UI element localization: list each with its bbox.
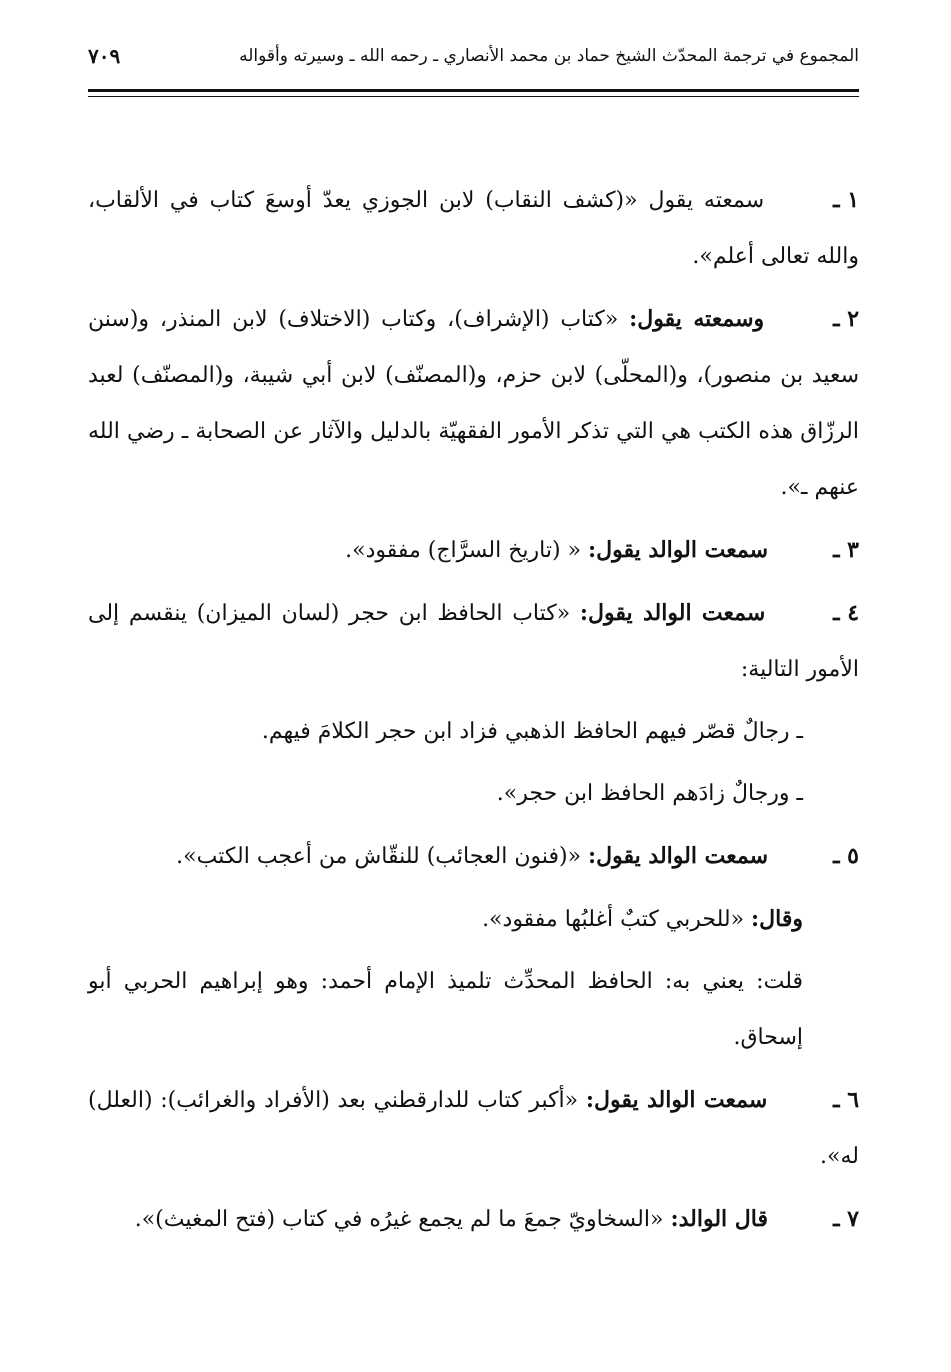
item-2 (88, 291, 859, 516)
item-text: «السخاويّ جمعَ ما لم يجمع غيرُه في كتاب (فتح المغيث)». (134, 1207, 664, 1232)
item-number: ٢ ـ (833, 306, 860, 332)
item-number: ٥ ـ (833, 843, 859, 869)
header-rule-thin (88, 96, 859, 97)
item-text: سمعته يقول «(كشف النقاب) لابن الجوزي يعدّ أوسعَ كتاب في الألقاب، والله تعالى أعلم». (88, 188, 859, 269)
item-text: «(فنون العجائب) للنقّاش من أعجب الكتب». (176, 844, 582, 869)
page-number: ٧٠٩ (88, 44, 121, 68)
page-body (88, 172, 859, 1254)
qala-lead: وقال: (751, 906, 803, 932)
book-title: المجموع في ترجمة المحدّث الشيخ حماد بن محمد الأنصاري ـ رحمه الله ـ وسيرته وأقواله (239, 46, 859, 66)
qala-text: «للحربي كتبٌ أغلبُها مفقود». (482, 907, 745, 932)
item-number: ٧ ـ (833, 1206, 859, 1232)
running-header (88, 36, 859, 76)
item-lead: سمعت الوالد يقول: (588, 537, 768, 563)
item-lead: قال الوالد: (670, 1206, 768, 1232)
item-4 (88, 585, 859, 698)
sub-item-1: ـ رجالٌ قصّر فيهم الحافظ الذهبي فزاد ابن حجر الكلامَ فيهم. (261, 719, 803, 744)
item-text: «كتاب الحافظ ابن حجر (لسان الميزان) ينقسم إلى الأمور التالية: (88, 601, 859, 682)
item-text: «أكبر كتاب للدارقطني بعد (الأفراد والغرائب): (العلل) له». (88, 1088, 859, 1169)
item-1 (88, 172, 859, 285)
item-text: « (تاريخ السرَّاج) مفقود». (345, 538, 582, 563)
item-6 (88, 1072, 859, 1185)
item-text: «كتاب (الإشراف)، وكتاب (الاختلاف) لابن المنذر، و(سنن سعيد بن منصور)، و(المحلّى) لابن حزم، و(المصنّف) لابن أبي شيبة، و(المصنّف) لعبد الرزّاق هذه الكتب هي التي تذكر الأمور الفقهيّة بالدليل والآثار عن الصحابة ـ رضي الله عنهم ـ». (88, 307, 859, 500)
qala-line (88, 891, 859, 948)
item-lead: سمعت الوالد يقول: (579, 600, 766, 626)
item-number: ١ ـ (833, 187, 860, 213)
item-lead: سمعت الوالد يقول: (585, 1087, 768, 1113)
item-lead: وسمعته يقول: (629, 306, 765, 332)
header-rule-thick (88, 89, 859, 92)
item-number: ٦ ـ (833, 1087, 860, 1113)
item-7 (88, 1191, 859, 1248)
item-lead: سمعت الوالد يقول: (588, 843, 768, 869)
item-5 (88, 828, 859, 885)
sub-item-2: ـ ورجالٌ زادَهم الحافظ ابن حجر». (496, 781, 803, 806)
note-paragraph: قلت: يعني به: الحافظ المحدِّث تلميذ الإمام أحمد: وهو إبراهيم الحربي أبو إسحاق. (88, 969, 803, 1050)
item-number: ٤ ـ (833, 600, 860, 626)
item-number: ٣ ـ (833, 537, 859, 563)
item-3 (88, 522, 859, 579)
